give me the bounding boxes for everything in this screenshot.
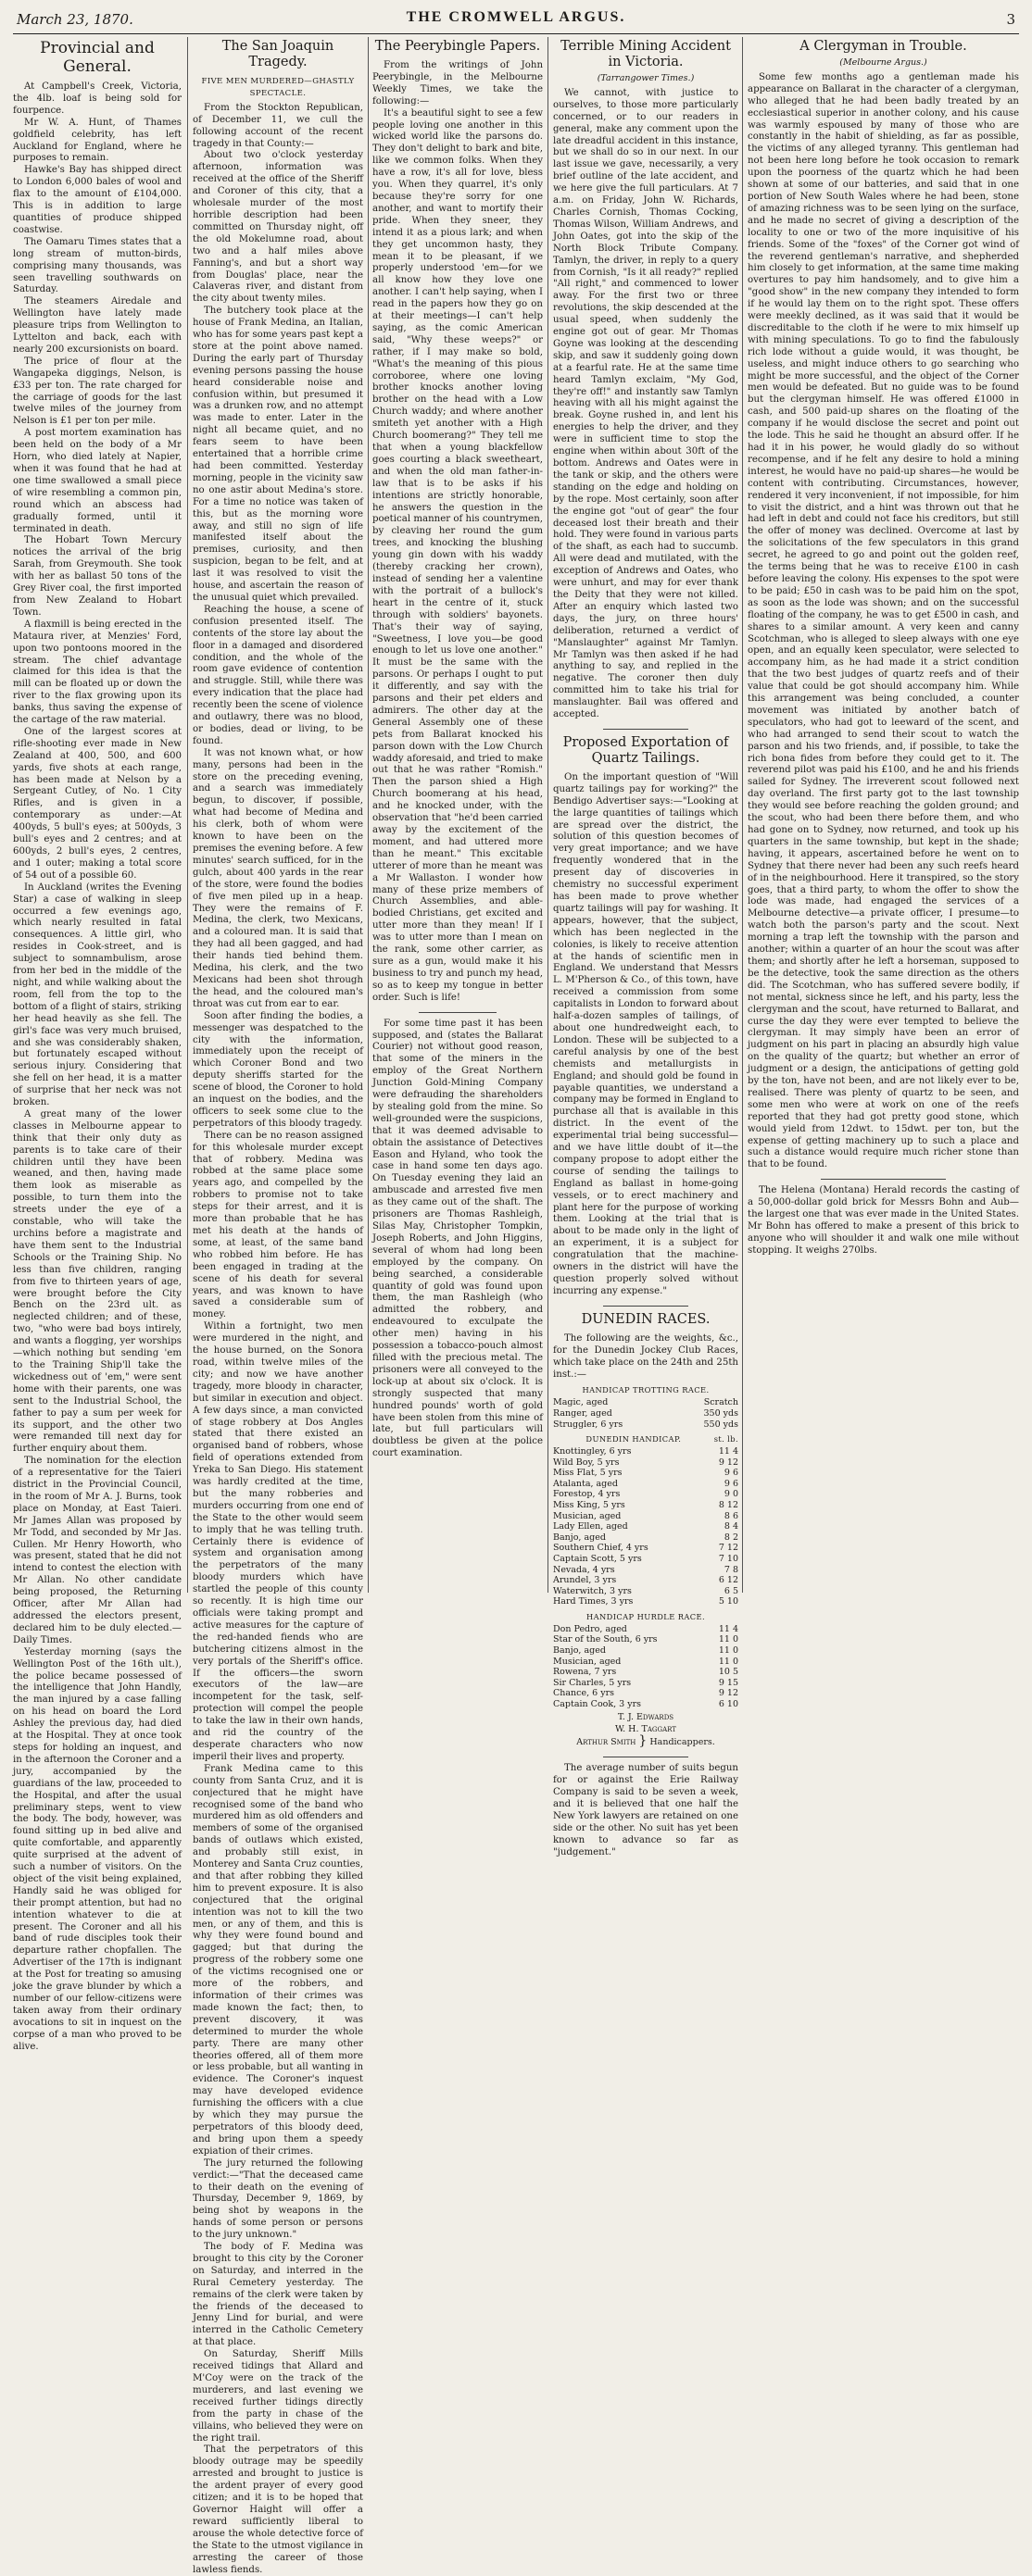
trotting-race-title: HANDICAP TROTTING RACE. bbox=[582, 1385, 710, 1395]
trotting-race-table bbox=[553, 1397, 738, 1430]
horse-handicap: 550 yds bbox=[703, 1419, 738, 1430]
ballarat-fraud-article bbox=[372, 1019, 543, 1461]
horse-handicap: 9 12 bbox=[718, 1457, 738, 1468]
horse-handicap: Scratch bbox=[703, 1397, 738, 1408]
clergyman-article bbox=[748, 72, 1019, 1171]
handicapper-1: T. J. Edwards bbox=[617, 1711, 674, 1722]
horse-name: Forestop, 4 yrs bbox=[553, 1489, 621, 1500]
race-entry-row bbox=[553, 1678, 738, 1689]
race-entry-row bbox=[553, 1500, 738, 1511]
peerybingle-heading: The Peerybingle Papers. bbox=[374, 39, 541, 54]
column-5 bbox=[748, 37, 1019, 1593]
race-entry-row bbox=[553, 1521, 738, 1532]
masthead bbox=[13, 0, 1019, 34]
horse-name: Waterwitch, 3 yrs bbox=[553, 1585, 632, 1596]
paragraph: Some few months ago a gentleman made his appearance on Ballarat in the character of a clergyman, who alleged that he had been badly treated by an ecclesiastical superior in another colony, and his cause was warmly espoused by many of those who are constantly in the habit of shielding, as far as possible, the victims of any alleged tyranny. This gentleman had not been here long before he took occasion to remark upon the poorness of the quartz which he had been shown at some of our batteries, and said that in one portion of New South Wales where he had been, stone of amazing richness was to be seen lying on the surface, and he made no secret of giving a description of the locality to one or two of the more inquisitive of his friends. Some of the "foxes" of the Corner got wind of the reverend gentleman's narrative, and shepherded him closely to get information, at the same time making overtures to pay him handsomely, and to give him a "good show" in the new company they intended to form if he would lay them on to the right spot. These offers were meekly declined, as it was said that it would be discreditable to the cloth if he were to mix himself up with mining speculations. To go to find the fabulously rich lode without a guide would, it was thought, be useless, and might induce others to go searching who might be more successful, and the object of the Corner men would be defeated. But no guide was to be found but the clergyman himself. He was offered £1000 in cash, and 500 paid-up shares on the floating of the company if he would disclose the secret and point out the lode. This he said he thought an absurd offer. If he had it in his power, he would gladly do so without recompense, and if he felt any desire to hold a mining interest, he would have no paid-up shares—he would be content with contributing. Circumstances, however, rendered it very inconvenient, if not impossible, for him to visit the district, and a hint was thrown out that he had left in debt and could not face his creditors, but still the offer of money was declined. Overcome at last by the solicitations of the few speculators in this grand secret, he agreed to go and point out the golden reef, the terms being that he was to receive £100 in cash before leaving the colony. His expenses to the spot were to be paid; £50 in cash was to be paid him on the spot, as soon as the lode was shown; and on the successful floating of the company, he was to get £500 in cash, and shares to a similar amount. A very keen and canny Scotchman, who is alleged to sleep always with one eye open, and an equally keen speculator, were selected to accompany him, as he had made it a strict condition that the two best judges of quartz reefs and of their value that could be got should accompany him. While this arrangement was being concluded, a counter movement was initiated by another batch of speculators, who had got to leeward of the scent, and who had arranged to send their scout to watch the parson and his two friends, and, if possible, to take the rich bona fides from before they could get to it. The reverend pilot was paid his £100, and he and his friends sailed for Sydney. The irreverent scout followed next day overland. The first party got to the last township they would see before reaching the golden ground; and the scout, who had been there before them, and who had gone on to Sydney, now returned, and took up his quarters in the same township, but kept in the shade; having, it appears, ascertained before he went on to Sydney that there never had been any such reefs heard of in the neighbourhood. Here it transpired, so the story goes, that a third party, to whom the offer to show the lode was made, had engaged the services of a Melbourne detective—a private officer, I presume—to watch both the parson's party and the scout. Next morning a trap left the township with the parson and another; within a quarter of an hour the scout was after them; and shortly after he left a horseman, supposed to be the detective, took the same direction as the others did. The Scotchman, who has suffered severe bodily, if not mental, sickness since he left, and his party, less the clergyman and the scout, have returned to Ballarat, and curse the day they were ever tempted to believe the clergyman. It may simply have been an error of judgment on his part in placing an absurdly high value on the quality of the quartz; but whether an error of judgment or a design, the anticipations of getting gold by the ton, have not been, and are not likely ever to be, realised. There was plenty of quartz to be seen, and some men who were at work on one of the reefs reported that they had got pretty good stone, which would yield from 12dwt. to 15dwt. per ton, but the expense of getting machinery up to such a place and such a distance would require much richer stone than that to be found. bbox=[748, 71, 1019, 1170]
race-entry-row bbox=[553, 1624, 738, 1635]
column-rule bbox=[368, 37, 369, 1593]
horse-name: Atalanta, aged bbox=[553, 1478, 618, 1489]
paragraph: Within a fortnight, two men were murdered in the night, and the house burned, on the Sonora road, within twelve miles of the city; and now we have another tragedy, more bloody in character, but similar in execution and object. A few days since, a man convicted of stage robbery at Dos Angles stated that there existed an organised band of robbers, whose field of operations extended from Yreka to San Diego. His statement was hardly credited at the time, but the many robberies and murders occurring from one end of the State to the other would seem to imply that he was telling truth. Certainly there is evidence of system and organisation among the perpetrators of the many bloody murders which have startled the people of this county so recently. It is high time our officials were taking prompt and active measures for the capture of the red-handed fiends who are butchering citizens almost in the very portals of the Sheriff's office. If the officers—the sworn executors of the law—are incompetent for the task, self-protection will compel the people to take the law in their own hands, and rid the country of the desperate characters who now imperil their lives and property. bbox=[193, 1321, 363, 1762]
paragraph: The Helena (Montana) Herald records the casting of a 50,000-dollar gold brick for Messrs Bohn and Aub—the largest one that was ever made in the United States. Mr Bohn has offered to make a present of this brick to anyone who will shoulder it and walk one mile without stopping. It weighs 270lbs. bbox=[748, 1185, 1019, 1256]
race-entry-row bbox=[553, 1699, 738, 1710]
mining-accident-source: (Tarrangower Times.) bbox=[597, 73, 695, 83]
separator bbox=[603, 729, 688, 730]
race-entry-row bbox=[553, 1586, 738, 1597]
paragraph: Hawke's Bay has shipped direct to London 6,000 bales of wool and flax to the amount of £104,000. This is in addition to large quantities of produce shipped coastwise. bbox=[13, 165, 182, 235]
race-entry-row bbox=[553, 1468, 738, 1479]
newspaper-title: THE CROMWELL ARGUS. bbox=[406, 9, 626, 25]
erie-article bbox=[553, 1763, 738, 1858]
horse-name: Nevada, 4 yrs bbox=[553, 1564, 615, 1575]
paragraph: The price of flour at the Wangapeka diggings, Nelson, is £33 per ton. The rate charged for the carriage of goods for the last twelve miles of the journey from Nelson is £1 per ton per mile. bbox=[13, 356, 182, 427]
paragraph: Mr W. A. Hunt, of Thames goldfield celebrity, has left Auckland for England, where he purposes to remain. bbox=[13, 117, 182, 164]
paragraph: One of the largest scores at rifle-shooting ever made in New Zealand at 400, 500, and 600 yards, five shots at each range, has been made at Nelson by a Sergeant Cutley, of No. 1 City Rifles, and is given in a contemporary as under:—At 400yds, 5 bull's eyes; at 500yds, 3 bull's eyes and 2 centres; and at 600yds, 2 bull's eyes, 2 centres, and 1 outer; making a total score of 54 out of a possible 60. bbox=[13, 726, 182, 881]
clergyman-source: (Melbourne Argus.) bbox=[839, 57, 927, 68]
race-entry-row bbox=[553, 1657, 738, 1668]
paragraph: From the Stockton Republican, of December 11, we cull the following account of the recent tragedy in that County:— bbox=[193, 102, 363, 149]
horse-handicap: 5 10 bbox=[718, 1596, 738, 1607]
paragraph: A great many of the lower classes in Melbourne appear to think that their only duty as parents is to take care of their children until they have been weaned, and then, having made them look as miserable as possible, to turn them into the streets under the eye of a constable, who will take the urchins before a magistrate and have them sent to the Industrial Schools or the Training Ship. No less than five children, ranging from five to thirteen years of age, were brought before the City Bench on the 23rd ult. as neglected children; and of these, two, "who were bad boys intirely, and wants a flogging, yer worships—which nothing but sending 'em to the Training Ship'll take the wickedness out of 'em," were sent home with their parents, one was sent to the Industrial School, the father to pay a sum per week for its support, and the other two were remanded till next day for further enquiry about them. bbox=[13, 1108, 182, 1455]
separator bbox=[821, 1179, 946, 1180]
horse-handicap: 6 12 bbox=[718, 1575, 738, 1586]
paragraph: At Campbell's Creek, Victoria, the 4lb. loaf is being sold for fourpence. bbox=[13, 81, 182, 116]
clergyman-heading: A Clergyman in Trouble. bbox=[799, 39, 967, 54]
horse-handicap: 11 4 bbox=[718, 1623, 738, 1634]
race-entry-row bbox=[553, 1532, 738, 1544]
column-3 bbox=[372, 37, 543, 1593]
horse-handicap: 7 12 bbox=[718, 1543, 738, 1554]
column-rule bbox=[187, 37, 188, 1593]
race-entry-row bbox=[553, 1554, 738, 1565]
race-entry-row bbox=[553, 1446, 738, 1457]
horse-name: Don Pedro, aged bbox=[553, 1623, 627, 1634]
horse-name: Arundel, 3 yrs bbox=[553, 1575, 617, 1586]
horse-handicap: 7 8 bbox=[724, 1564, 738, 1575]
weight-units: st. lb. bbox=[713, 1434, 738, 1444]
dunedin-races-intro: The following are the weights, &c., for the Dunedin Jockey Club Races, which take place on the 24th and 25th inst.:— bbox=[553, 1332, 738, 1380]
race-entry-row bbox=[553, 1419, 738, 1431]
dunedin-handicap-table bbox=[553, 1446, 738, 1607]
column-rule bbox=[742, 37, 743, 1593]
provincial-heading: Provincial and General. bbox=[40, 39, 155, 76]
race-entry-row bbox=[553, 1667, 738, 1678]
horse-handicap: 10 5 bbox=[718, 1667, 738, 1678]
race-entry-row bbox=[553, 1408, 738, 1419]
paragraph: A post mortem examination has been held on the body of a Mr Horn, who died lately at Napier, when it was found that he had at one time swallowed a small piece of wire resembling a common pin, round which an abscess had gradually formed, until it terminated in death. bbox=[13, 428, 182, 534]
horse-handicap: 6 10 bbox=[718, 1699, 738, 1709]
race-entry-row bbox=[553, 1543, 738, 1554]
horse-name: Struggler, 6 yrs bbox=[553, 1419, 623, 1430]
paragraph: There can be no reason assigned for this wholesale murder except that of robbery. Medina was robbed at the same place some years ago, and compelled by the robbers to promise not to take steps for their arrest, and it is more than probable that he has met his death at the hands of some, at least, of the same band who robbed him before. He has been engaged in trading at the scene of his death for several years, and was known to have saved a considerable sum of money. bbox=[193, 1130, 363, 1320]
horse-handicap: 11 0 bbox=[718, 1645, 738, 1657]
paragraph: About two o'clock yesterday afternoon, information was received at the office of the Sheriff and Coroner of this city, that a wholesale murder of the most horrible description had been committed on Thursday night, off the old Mokelumne road, about two and a half miles above Fanning's, and but a short way from Douglas' place, near the Calaveras river, and distant from the city about twenty miles. bbox=[193, 150, 363, 305]
handicapper-2: W. H. Taggart bbox=[615, 1723, 676, 1734]
race-entry-row bbox=[553, 1645, 738, 1657]
horse-handicap: 11 0 bbox=[718, 1634, 738, 1645]
paragraph: A flaxmill is being erected in the Mataura river, at Menzies' Ford, upon two pontoons moored in the stream. The chief advantage claimed for this idea is that the mill can be floated up or down the river to the flax growing upon its banks, thus saving the expense of the cartage of the raw material. bbox=[13, 619, 182, 726]
hurdle-race-title: HANDICAP HURDLE RACE. bbox=[586, 1611, 705, 1621]
column-1 bbox=[13, 37, 182, 2052]
race-entry-row bbox=[553, 1596, 738, 1607]
horse-name: Banjo, aged bbox=[553, 1645, 606, 1657]
horse-handicap: 11 0 bbox=[718, 1656, 738, 1667]
paragraph: That the perpetrators of this bloody outrage may be speedily arrested and brought to justice is the ardent prayer of every good citizen; and it is to be hoped that Governor Haight will offer a reward sufficiently liberal to arouse the whole detective force of the State to the utmost vigilance in arresting the career of those lawless fiends. bbox=[193, 2445, 363, 2575]
paragraph: The jury returned the following verdict:—"That the deceased came to their death on the evening of Thursday, December 9, 1869, by being shot by weapons in the hands of some person or persons to the jury unknown." bbox=[193, 2157, 363, 2241]
paragraph: The Oamaru Times states that a long stream of mutton-birds, comprising many thousands, was seen travelling southwards on Saturday. bbox=[13, 236, 182, 295]
race-entry-row bbox=[553, 1634, 738, 1645]
paragraph: The average number of suits begun for or against the Erie Railway Company is said to be seven a week, and it is believed that one half the New York lawyers are retained on one side or the other. No suit has yet been known to advance so far as "judgement." bbox=[553, 1763, 738, 1857]
horse-handicap: 8 2 bbox=[724, 1532, 738, 1543]
race-entry-row bbox=[553, 1479, 738, 1490]
race-entry-row bbox=[553, 1575, 738, 1586]
paragraph: Yesterday morning (says the Wellington Post of the 16th ult.), the police became possessed of the intelligence that John Handly, the man injured by a case falling on his head on board the Lord Ashley the previous day, had died at the Hospital. They at once took steps for holding an inquest, and in the afternoon the Coroner and a jury, accompanied by the guardians of the law, proceeded to the Hospital, and after the usual preliminary steps, went to view the body. The body, however, was found sitting up in bed alive and quite comfortable, and apparently quite surprised at the advent of such a number of visitors. On the object of the visit being explained, Handly said he was obliged for their prompt attention, but had no intention whatever to die at present. The Coroner and all his band of rude disciples took their departure rather chopfallen. The Advertiser of the 17th is indignant at the Post for treating so amusing joke the grave blunder by which a number of our fellow-citizens were taken away from their ordinary avocations to sit in inquest on the corpse of a man who proved to be alive. bbox=[13, 1646, 182, 2052]
horse-name: Chance, 6 yrs bbox=[553, 1688, 614, 1699]
paragraph: We cannot, with justice to ourselves, to those more particularly concerned, or to our readers in general, make any comment upon the late dreadful accident in this instance, but we shall do so in our next. In our last issue we gave, necessarily, a very brief outline of the late accident, and we here give the full particulars. At 7 a.m. on Friday, John W. Richards, Charles Cornish, Thomas Cocking, Thomas Wilson, William Andrews, and John Oates, got into the skip of the North Block Tribute Company. Tamlyn, the driver, in reply to a query from Cornish, "Is it all ready?" replied "All right," and commenced to lower away. For the first two or three revolutions, the skip descended at the usual speed, when suddenly the engine got out of gear. Mr Thomas Goyne was looking at the descending skip, and saw it suddenly going down at a fearful rate. He at the same time heard Tamlyn exclaim, "My God, they're off!" and instantly saw Tamlyn heaving with all his might against the break. Goyne rushed in, and lent his energies to help the driver, and they were in sufficient time to stop the engine when within about 30ft of the bottom. Andrews and Oates were in the tank or skip, and the others were standing on the edge and holding on by the rope. Most certainly, soon after the engine got "out of gear" the four deceased lost their breath and their hold. They were found in various parts of the shaft, as each had to succumb. All were dead and mutilated, with the exception of Andrews and Oates, who were unhurt, and may for ever thank the Deity that they were not killed. After an enquiry which lasted two days, the jury, on three hours' deliberation, returned a verdict of "Manslaughter" against Mr Tamlyn. Mr Tamlyn was then asked if he had anything to say, and replied in the negative. The coroner then duly committed him to take his trial for manslaughter. Bail was offered and accepted. bbox=[553, 87, 738, 720]
separator bbox=[419, 1012, 497, 1013]
paragraph: On the important question of "Will quartz tailings pay for working?" the Bendigo Advertiser says:—"Looking at the large quantities of tailings which are spread over the district, the solution of this question becomes of very great importance; and we have frequently wondered that in the present day of discoveries in chemistry no successful experiment has been made to prove whether quartz tailings will pay for washing. It appears, however, that the subject, which has been neglected in the colonies, is likely to receive attention at the hands of scientific men in England. We understand that Messrs L. M'Pherson & Co., of this town, have received a commission from some capitalists in London to forward about half-a-dozen samples of tailings, of about one hundredweight each, to London. These will be subjected to a careful analysis by one of the best chemists and metallurgists in England; and should gold be found in payable quantities, we understand a company may be formed in England to purchase all that is available in this district. In the event of the experimental trial being successful—and we have little doubt of it—the company propose to adopt either the course of sending the tailings to England as ballast in home-going vessels, or to erect machinery and plant here for the purpose of working them. Looking at the trial that is about to be made only in the light of an experiment, it is a subject for congratulation that the machine-owners in the district will have the question properly solved without incurring any expense." bbox=[553, 771, 738, 1296]
horse-handicap: 9 0 bbox=[724, 1489, 738, 1500]
paragraph: In Auckland (writes the Evening Star) a case of walking in sleep occurred a few evenings ago, which nearly resulted in fatal consequences. A little girl, who resides in Cook-street, and is subject to somnambulism, arose from her bed in the middle of the night, and while walking about the room, fell from the top to the bottom of a flight of stairs, striking her head heavily as she fell. The girl's face was very much bruised, and she was considerably shaken, but fortunately escaped without serious injury. Considering that she fell on her head, it is a matter of surprise that her neck was not broken. bbox=[13, 882, 182, 1108]
horse-handicap: 11 4 bbox=[718, 1446, 738, 1457]
race-entry-row bbox=[553, 1565, 738, 1576]
race-entry-row bbox=[553, 1397, 738, 1408]
race-entry-row bbox=[553, 1511, 738, 1522]
horse-name: Banjo, aged bbox=[553, 1532, 606, 1543]
race-entry-row bbox=[553, 1688, 738, 1699]
horse-handicap: 8 4 bbox=[724, 1521, 738, 1532]
horse-handicap: 7 10 bbox=[718, 1553, 738, 1564]
race-entry-row bbox=[553, 1489, 738, 1500]
horse-name: Miss Flat, 5 yrs bbox=[553, 1468, 623, 1479]
horse-name: Captain Cook, 3 yrs bbox=[553, 1699, 642, 1709]
horse-name: Hard Times, 3 yrs bbox=[553, 1596, 634, 1607]
paragraph: Soon after finding the bodies, a messenger was despatched to the city with the information, immediately upon the receipt of which Coroner Bond and two deputy sheriffs started for the scene of blood, the Coroner to hold an inquest on the bodies, and the officers to seek some clue to the perpetrators of this bloody tragedy. bbox=[193, 1010, 363, 1129]
horse-handicap: 9 15 bbox=[718, 1677, 738, 1688]
horse-name: Lady Ellen, aged bbox=[553, 1521, 628, 1532]
horse-name: Sir Charles, 5 yrs bbox=[553, 1677, 632, 1688]
horse-name: Knottingley, 6 yrs bbox=[553, 1446, 632, 1457]
horse-handicap: 9 12 bbox=[718, 1688, 738, 1699]
handicappers bbox=[553, 1712, 738, 1750]
horse-handicap: 9 6 bbox=[724, 1468, 738, 1479]
paragraph: On Saturday, Sheriff Mills received tidings that Allard and M'Coy were on the track of the murderers, and last evening we received further tidings directly from the party in chase of the villains, who believed they were on the right trail. bbox=[193, 2349, 363, 2444]
column-4 bbox=[553, 37, 738, 1857]
horse-handicap: 6 5 bbox=[724, 1585, 738, 1596]
page-number: 3 bbox=[1006, 11, 1015, 28]
hurdle-race-table bbox=[553, 1624, 738, 1710]
horse-name: Rowena, 7 yrs bbox=[553, 1667, 617, 1678]
san-joaquin-article bbox=[193, 103, 363, 2576]
dunedin-races-heading: DUNEDIN RACES. bbox=[581, 1311, 711, 1327]
paragraph: It's a beautiful sight to see a few people loving one another in this wicked world like the parsons do. They don't delight to bark and bite, like we common folks. When they have a row, it's all for love, bless you. When they quarrel, it's only because they're sorry for one another, and want to mortify their pride. When they sneer, they intend it as a pious lark; and when they get uncommon hasty, they mean it to be pleasant, if we properly understood 'em—for we all know how they love one another. I can't help saying, when I read in the papers how they go on at their meetings—I can't help saying, as the comic American said, "Why these weeps?" or rather, if I may make so bold, "What's the meaning of this pious corroboree, where one loving brother knocks another loving brother on the head with a Low Church waddy; and where another smiteth yet another with a High Church boomerang?" They tell me that when a young blackfellow goes courting a black sweetheart, and when the old man father-in-law that is to be asks if his intentions are strictly honorable, he answers the question in the poetical manner of his countrymen, by cleaving her round the gum trees, and knocking the blushing young gin down with his waddy (thereby cracking her crown), instead of sending her a valentine with the portrait of a bullock's heart in the centre of it, stuck through with soldiers' bayonets. That's their way of saying, "Sweetness, I love you—be good enough to let us love one another." It must be the same with the parsons. Or perhaps I ought to put it differently, and say with the parsons and their pet elders and admirers. The other day at the General Assembly one of these pets from Ballarat knocked his parson down with the Low Church waddy aforesaid, and tried to make out that he was rather "Romish." Then the parson shied a High Church boomerang at his head, and he knocked under, with the observation that "he'd been carried away by the excitement of the moment, and had uttered more than he meant." This excitable utterer of more than he meant was a Mr Wallaston. I wonder how many of these prize members of Church Assemblies, and able-bodied Christians, get excited and utter more than they mean! If I was to utter more than I mean on the rank, some other carrier, as sure as a gun, would make it his business to try and punch my head, so as to keep my tongue in better order. Such is life! bbox=[372, 107, 543, 1003]
paragraph: The nomination for the election of a representative for the Taieri district in the Provincial Council, in the room of Mr A. J. Burns, took place on Monday, at East Taieri. Mr James Allan was proposed by Mr Todd, and seconded by Mr Jas. Cullen. Mr Henry Howorth, who was present, stated that he did not intend to contest the election with Mr Allan. No other candidate being proposed, the Returning Officer, after Mr Allan had addressed the electors present, declared him to be duly elected.—Daily Times. bbox=[13, 1456, 182, 1645]
san-joaquin-heading: The San Joaquin Tragedy. bbox=[221, 39, 334, 69]
mining-accident-heading: Terrible Mining Accident in Victoria. bbox=[560, 39, 731, 69]
paragraph: The steamers Airedale and Wellington have lately made pleasure trips from Wellington to Lyttelton and back, each with nearly 200 excursionists on board. bbox=[13, 296, 182, 355]
helena-article bbox=[748, 1185, 1019, 1257]
handicapper-3: Arthur Smith bbox=[576, 1737, 636, 1748]
paragraph: From the writings of John Peerybingle, in the Melbourne Weekly Times, we take the following:— bbox=[372, 60, 543, 106]
provincial-article bbox=[13, 81, 182, 2054]
horse-name: Ranger, aged bbox=[553, 1407, 612, 1419]
quartz-tailings-article bbox=[553, 772, 738, 1298]
dunedin-handicap-title bbox=[553, 1433, 738, 1445]
race-entry-row bbox=[553, 1457, 738, 1469]
horse-handicap: 8 12 bbox=[718, 1500, 738, 1510]
mining-accident-article bbox=[553, 88, 738, 721]
dunedin-handicap-title-text: DUNEDIN HANDICAP. bbox=[585, 1434, 682, 1444]
paragraph: The Hobart Town Mercury notices the arrival of the brig Sarah, from Greymouth. She took with her as ballast 50 tons of the Grey River coal, the first imported from New Zealand to Hobart Town. bbox=[13, 535, 182, 618]
peerybingle-article bbox=[372, 60, 543, 1005]
horse-name: Musician, aged bbox=[553, 1510, 622, 1521]
separator bbox=[603, 1306, 688, 1307]
horse-name: Wild Boy, 5 yrs bbox=[553, 1457, 620, 1468]
paragraph: Frank Medina came to this county from Santa Cruz, and it is conjectured that he might have recognised some of the band who murdered him as old offenders and members of some of the organised bands of outlaws which existed, and probably still exist, in Monterey and Santa Cruz counties, and that after robbing they killed him to prevent exposure. It is also conjectured that the original intention was not to kill the two men, or any of them, and this is why they were found bound and gagged; but that during the progress of the robbery some one of the victims recognised one or more of the robbers, and information of their crimes was made known the fact; then, to prevent discovery, it was determined to murder the whole party. There are many other theories offered, all of them more or less probable, but all wanting in evidence. The Coroner's inquest may have developed evidence furnishing the officers with a clue by which they may pursue the perpetrators of this bloody deed, and bring upon them a speedy expiation of their crimes. bbox=[193, 1763, 363, 2157]
paragraph: Reaching the house, a scene of confusion presented itself. The contents of the store lay about the floor in a damaged and disordered condition, and the whole of the room gave evidence of contention and struggle. Still, while there was every indication that the place had recently been the scene of violence and outlawry, there was no blood, or bodies, dead or living, to be found. bbox=[193, 604, 363, 746]
paragraph: For some time past it has been supposed, and (states the Ballarat Courier) not without good reason, that some of the miners in the employ of the Great Northern Junction Gold-Mining Company were defrauding the shareholders by stealing gold from the mine. So well-grounded were the suspicions, that it was deemed advisable to obtain the assistance of Detectives Eason and Hyland, who took the case in hand some ten days ago. On Tuesday evening they laid an ambuscade and arrested five men as they came out of the shaft. The prisoners are Thomas Rashleigh, Silas May, Christopher Tompkin, Joseph Roberts, and John Higgins, several of whom had long been employed by the company. On being searched, a considerable quantity of gold was found upon them, the man Rashleigh (who admitted the robbery, and endeavoured to exculpate the other men) having in his possession a tobacco-pouch almost filled with the precious metal. The prisoners were all conveyed to the lock-up at about six o'clock. It is strongly suspected that many hundred pounds' worth of gold have been stolen from this mine of late, but full particulars will doubtless be given at the police court examination. bbox=[372, 1018, 543, 1459]
horse-handicap: 350 yds bbox=[703, 1407, 738, 1419]
horse-name: Miss King, 5 yrs bbox=[553, 1500, 625, 1510]
quartz-tailings-heading: Proposed Exportation of Quartz Tailings. bbox=[562, 734, 729, 766]
issue-date: March 23, 1870. bbox=[17, 11, 133, 28]
bracket-glyph: } bbox=[638, 1733, 648, 1749]
paragraph: It was not known what, or how many, persons had been in the store on the preceding evening, and a search was immediately begun, to discover, if possible, what had become of Medina and his clerk, both of whom were known to have been on the premises the evening before. A few minutes' search sufficed, for in the gulch, about 400 yards in the rear of the store, were found the bodies of five men piled up in a heap. They were the remains of F. Medina, the clerk, two Mexicans, and a coloured man. It is said that they had all been gagged, and had their hands tied behind them. Medina, his clerk, and the two Mexicans had been shot through the head, and the coloured man's throat was cut from ear to ear. bbox=[193, 747, 363, 1009]
horse-name: Star of the South, 6 yrs bbox=[553, 1634, 658, 1645]
san-joaquin-subhead: FIVE MEN MURDERED—GHASTLY SPECTACLE. bbox=[201, 77, 355, 98]
column-rule bbox=[547, 37, 548, 1593]
paragraph: The body of F. Medina was brought to this city by the Coroner on Saturday, and interred in the Rural Cemetery yesterday. The remains of the clerk were taken by the friends of the deceased to Jenny Lind for burial, and were interred in the Catholic Cemetery at that place. bbox=[193, 2242, 363, 2348]
paragraph: The butchery took place at the house of Frank Medina, an Italian, who has for some years past kept a store at the point above named. During the early part of Thursday evening persons passing the house heard considerable noise and confusion within, but presumed it was a drunken row, and no attempt was made to enter. Later in the night all became quiet, and no fears seem to have been entertained that a horrible crime had been committed. Yesterday morning, people in the vicinity saw no one astir about Medina's store. For a time no notice was taken of this, but as the morning wore away, and still no sign of life manifested itself about the premises, curiosity, and then suspicion, began to be felt, and at last it was resolved to visit the house, and ascertain the reason of the unusual quiet which prevailed. bbox=[193, 306, 363, 603]
horse-handicap: 9 6 bbox=[724, 1478, 738, 1489]
handicappers-label: Handicappers. bbox=[649, 1737, 715, 1748]
horse-handicap: 8 6 bbox=[724, 1510, 738, 1521]
horse-name: Southern Chief, 4 yrs bbox=[553, 1543, 648, 1554]
horse-name: Musician, aged bbox=[553, 1656, 622, 1667]
horse-name: Captain Scott, 5 yrs bbox=[553, 1553, 642, 1564]
horse-name: Magic, aged bbox=[553, 1397, 609, 1408]
column-2 bbox=[193, 37, 363, 2575]
